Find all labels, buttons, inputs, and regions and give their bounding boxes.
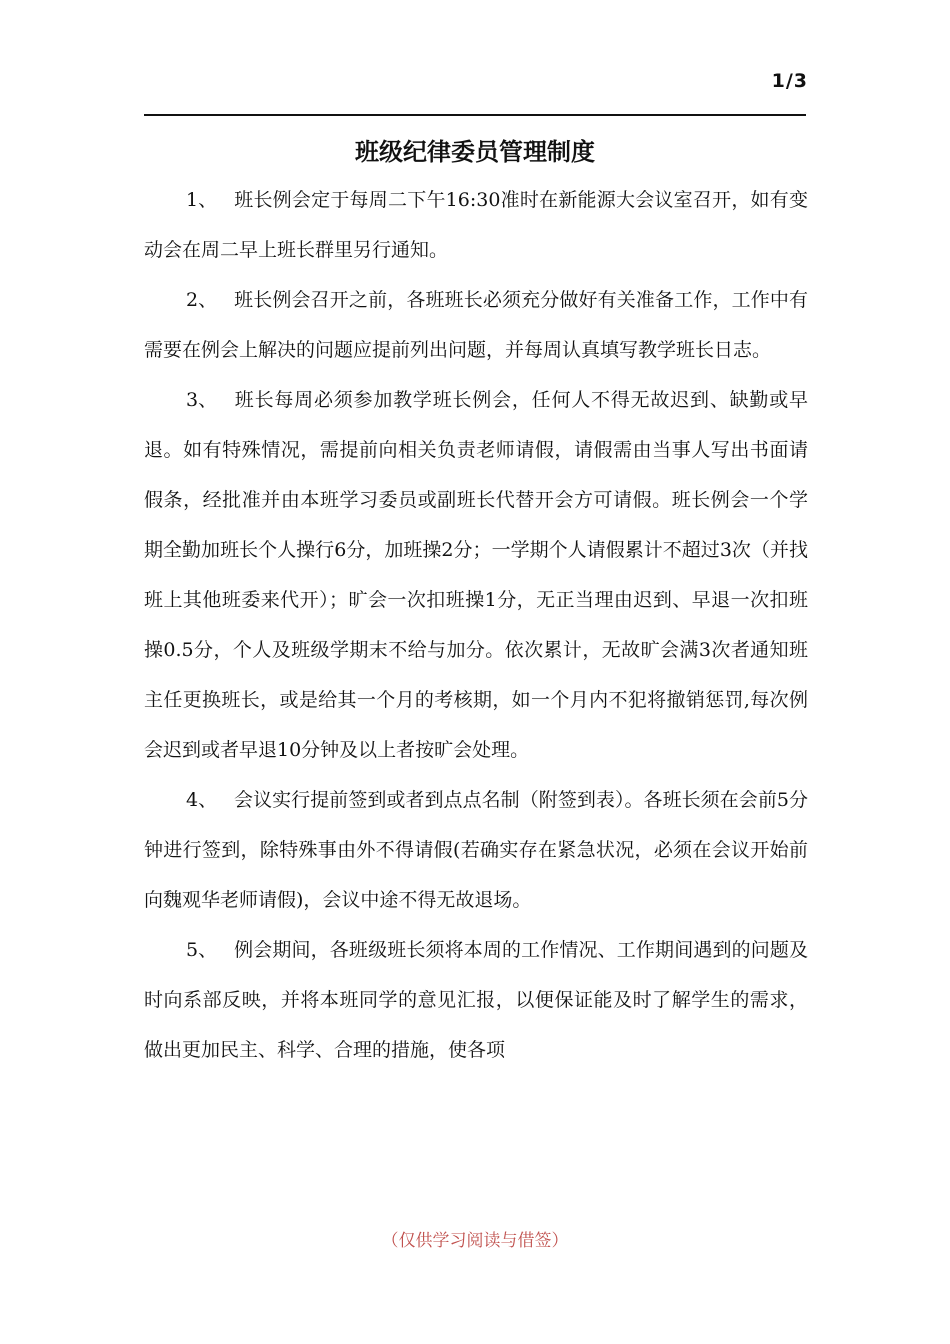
paragraph-text: 会议实行提前签到或者到点点名制（附签到表）。各班长须在会前5分钟进行签到，除特殊事由外不得请假(若确实存在紧急状况，必须在会议开始前向魏观华老师请假)，会议中途不得无故退场。	[144, 789, 808, 911]
document-body	[144, 175, 808, 1075]
paragraph-text: 例会期间，各班级班长须将本周的工作情况、工作期间遇到的问题及时向系部反映，并将本班同学的意见汇报，以便保证能及时了解学生的需求，做出更加民主、科学、合理的措施，使各项	[144, 939, 808, 1061]
paragraph-text: 班长例会召开之前，各班班长必须充分做好有关准备工作，工作中有需要在例会上解决的问题应提前列出问题，并每周认真填写教学班长日志。	[144, 289, 808, 361]
paragraph-number: 2、	[186, 289, 218, 311]
paragraph-1	[144, 175, 808, 275]
header-divider	[144, 114, 806, 116]
footer-note: （仅供学习阅读与借签）	[381, 1231, 569, 1251]
paragraph-number: 3、	[186, 389, 218, 411]
paragraph-text: 班长每周必须参加教学班长例会，任何人不得无故迟到、缺勤或早退。如有特殊情况，需提前向相关负责老师请假，请假需由当事人写出书面请假条，经批准并由本班学习委员或副班长代替开会方可请假。班长例会一个学期全勤加班长个人操行6分，加班操2分；一学期个人请假累计不超过3次（并找班上其他班委来代开）；旷会一次扣班操1分，无正当理由迟到、早退一次扣班操0.5分，个人及班级学期末不给与加分。依次累计，无故旷会满3次者通知班主任更换班长，或是给其一个月的考核期，如一个月内不犯将撤销惩罚,每次例会迟到或者早退10分钟及以上者按旷会处理。	[144, 389, 808, 761]
paragraph-text: 班长例会定于每周二下午16:30准时在新能源大会议室召开，如有变动会在周二早上班长群里另行通知。	[144, 189, 808, 261]
document-title: 班级纪律委员管理制度	[355, 138, 595, 166]
page-number: 1/3	[771, 70, 808, 92]
paragraph-2	[144, 275, 808, 375]
paragraph-3	[144, 375, 808, 775]
paragraph-number: 5、	[186, 939, 218, 961]
paragraph-number: 1、	[186, 189, 218, 211]
paragraph-4	[144, 775, 808, 925]
paragraph-number: 4、	[186, 789, 218, 811]
paragraph-5	[144, 925, 808, 1075]
